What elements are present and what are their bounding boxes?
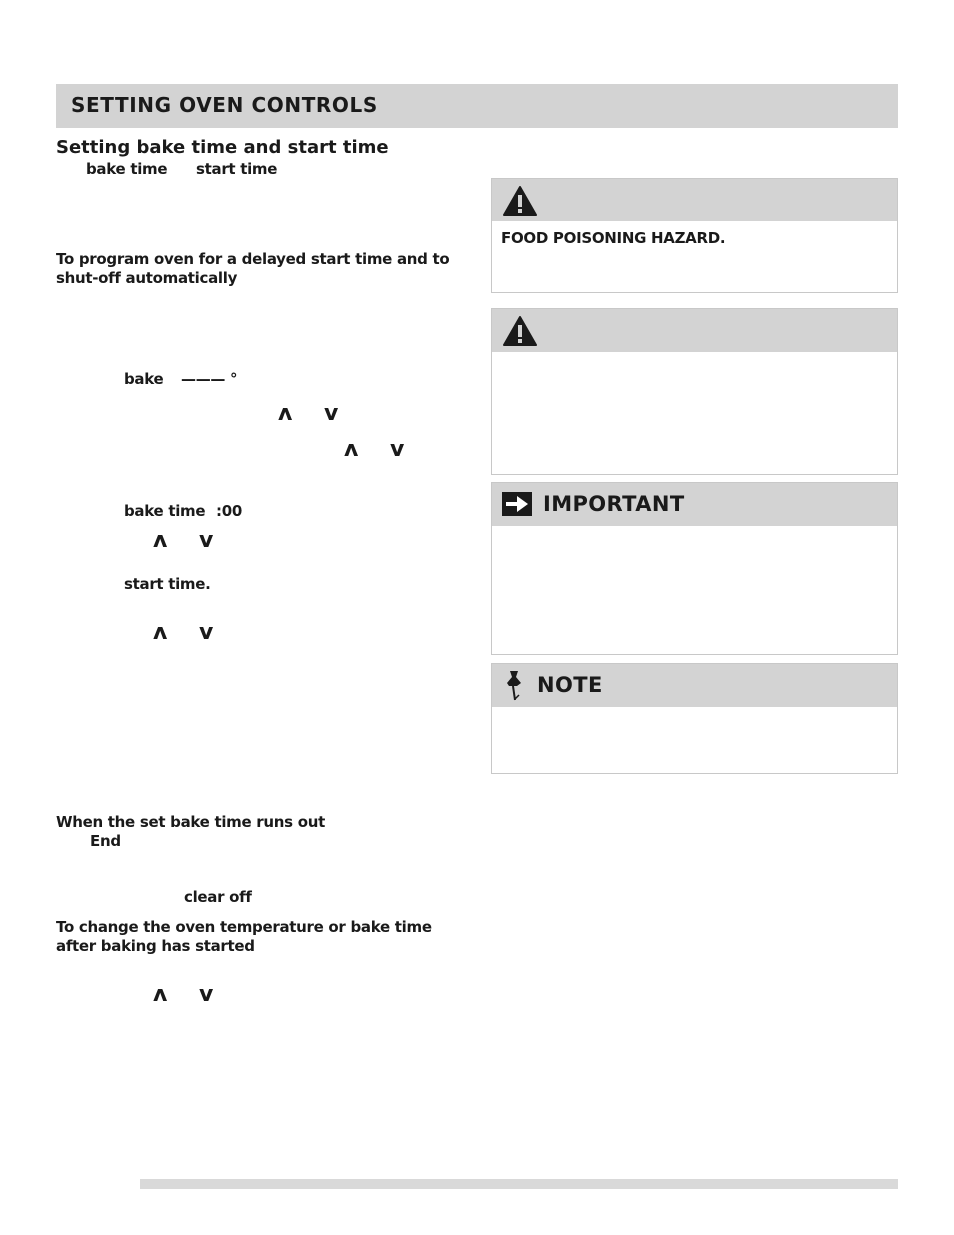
up-arrow-icon: ʌ xyxy=(153,982,168,1007)
up-arrow-icon: ʌ xyxy=(153,620,168,645)
important-title: IMPORTANT xyxy=(543,492,685,516)
note-title: NOTE xyxy=(537,673,603,697)
warning-triangle-icon xyxy=(502,185,538,217)
food-poisoning-hazard-label: FOOD POISONING HAZARD. xyxy=(501,229,726,247)
up-arrow-icon: ʌ xyxy=(344,437,359,462)
note-box-header xyxy=(492,664,897,707)
bake-time-runs-out-heading: When the set bake time runs out xyxy=(56,813,325,831)
step-bake-label: bake xyxy=(124,370,164,388)
arrow-right-icon xyxy=(502,492,532,516)
down-arrow-icon: v xyxy=(199,620,214,645)
clear-off-label: clear off xyxy=(184,888,252,906)
pushpin-icon xyxy=(504,669,526,703)
note-box xyxy=(491,663,898,774)
up-arrow-icon: ʌ xyxy=(153,528,168,553)
program-instructions-heading: To program oven for a delayed start time and to shut-off automatically xyxy=(56,250,450,287)
down-arrow-icon: v xyxy=(199,528,214,553)
section-title: SETTING OVEN CONTROLS xyxy=(71,93,378,117)
up-arrow-icon: ʌ xyxy=(278,401,293,426)
important-box xyxy=(491,482,898,655)
section-header xyxy=(56,84,898,128)
warning-box xyxy=(491,308,898,475)
step-start-time-label: start time. xyxy=(124,575,211,593)
warning-box-header xyxy=(492,309,897,352)
warning-box xyxy=(491,178,898,293)
down-arrow-icon: v xyxy=(324,401,339,426)
step-bake-time-display: :00 xyxy=(216,502,242,520)
warning-triangle-icon xyxy=(502,315,538,347)
down-arrow-icon: v xyxy=(390,437,405,462)
end-display: End xyxy=(90,832,121,850)
step-bake-time-label: bake time xyxy=(124,502,206,520)
important-box-header xyxy=(492,483,897,526)
keyword-start-time: start time xyxy=(196,160,278,178)
footer-bar xyxy=(140,1179,898,1189)
subsection-heading: Setting bake time and start time xyxy=(56,137,389,158)
keyword-bake-time: bake time xyxy=(86,160,168,178)
step-bake-display: ——— ° xyxy=(181,370,238,388)
warning-box-header xyxy=(492,179,897,221)
down-arrow-icon: v xyxy=(199,982,214,1007)
change-settings-heading: To change the oven temperature or bake time after baking has started xyxy=(56,918,432,955)
